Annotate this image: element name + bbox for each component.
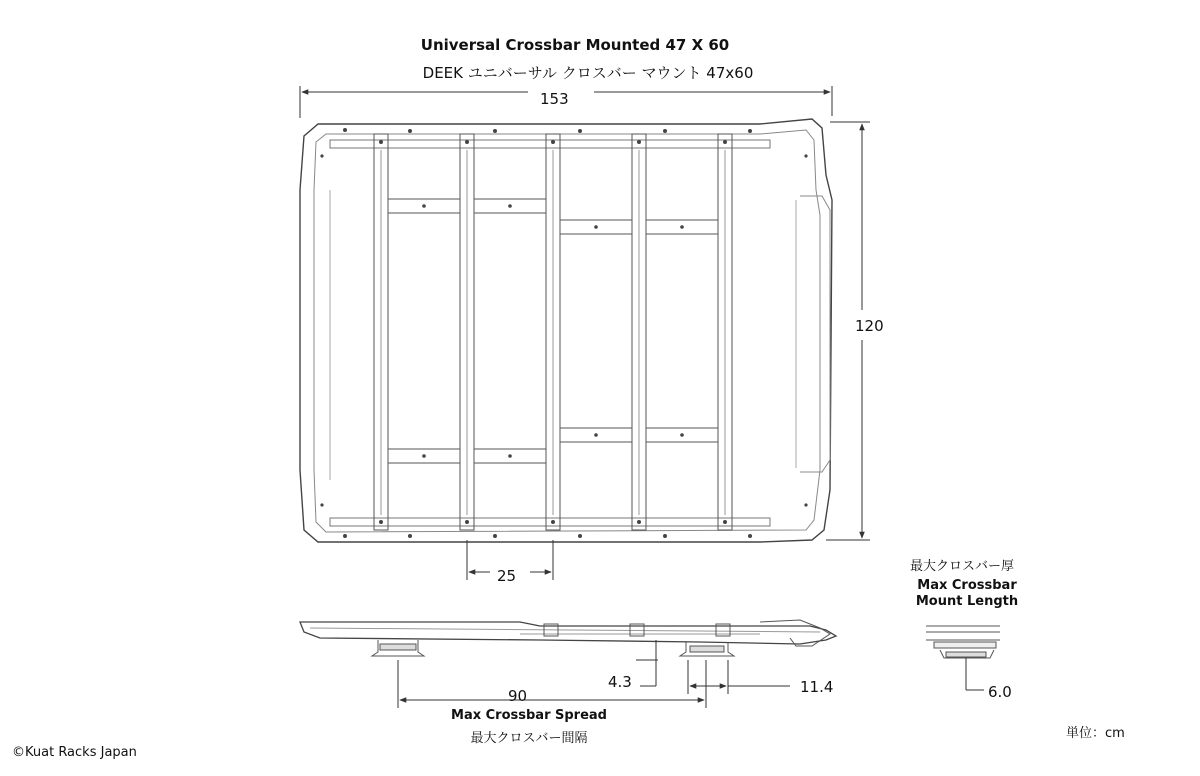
dimension-mount-width <box>688 660 790 694</box>
dimension-crossbar-spread <box>398 660 706 708</box>
diagram-title: Universal Crossbar Mounted 47 X 60 <box>420 36 730 54</box>
caption-thickness-ja: 最大クロスバー厚 <box>909 559 1014 574</box>
rack-side-view <box>300 620 836 656</box>
label-mount-thickness: 6.0 <box>988 683 1012 701</box>
caption-spread-en: Max Crossbar Spread <box>451 708 607 723</box>
label-mount-width: 11.4 <box>800 678 834 696</box>
rack-top-view <box>300 119 832 542</box>
unit-label: 単位：cm <box>1066 726 1125 741</box>
label-crossbar-spread: 90 <box>508 687 528 705</box>
dimension-mount-thickness <box>966 658 984 690</box>
rack-slats <box>374 134 732 530</box>
label-overall-width: 153 <box>540 90 569 108</box>
label-mount-offset: 4.3 <box>608 673 632 691</box>
label-overall-depth: 120 <box>855 317 884 335</box>
caption-thickness-en-2: Mount Length <box>915 594 1019 609</box>
diagram-subtitle: DEEK ユニバーサル クロスバー マウント 47x60 <box>422 64 754 82</box>
dimension-mount-offset <box>636 640 658 686</box>
crossbar-detail-view <box>926 626 1000 658</box>
caption-thickness-en-1: Max Crossbar <box>917 578 1017 593</box>
label-slat-spacing: 25 <box>497 567 517 585</box>
copyright: ©Kuat Racks Japan <box>12 745 137 760</box>
caption-spread-ja: 最大クロスバー間隔 <box>470 731 588 746</box>
